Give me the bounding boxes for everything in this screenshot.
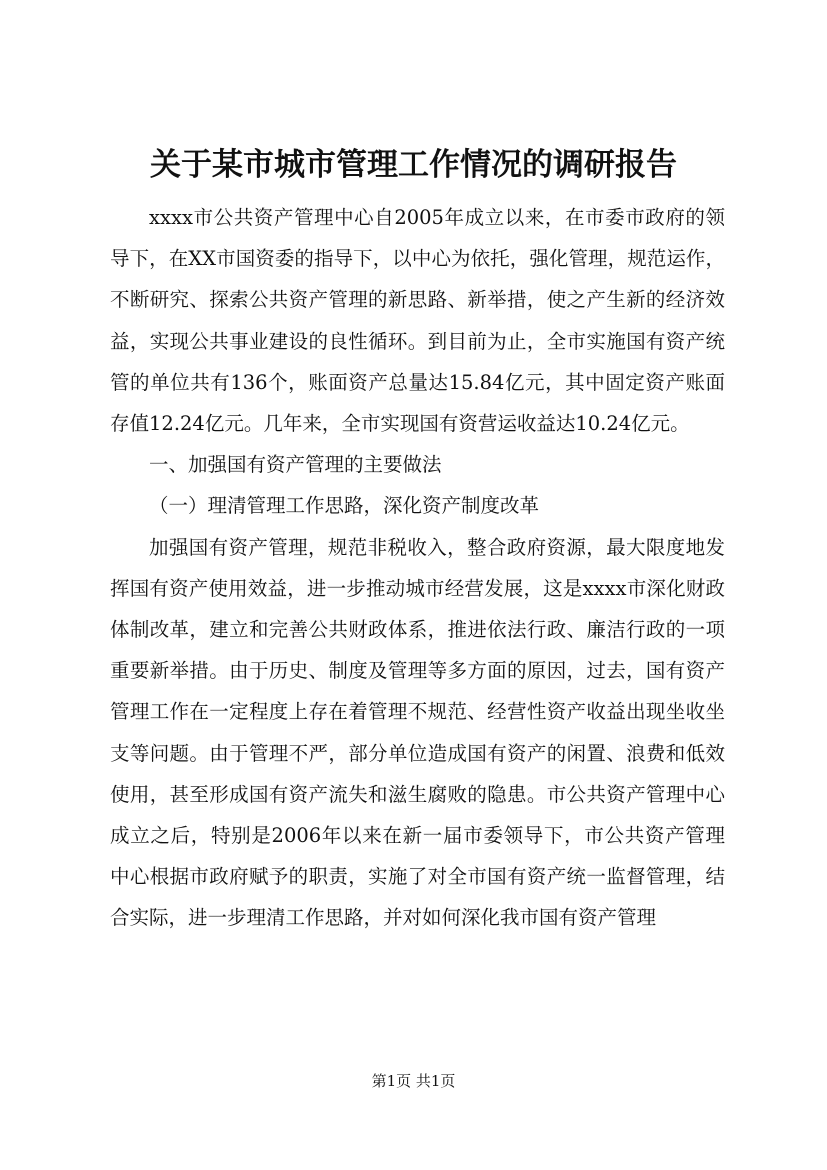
- paragraph-intro: xxxx市公共资产管理中心自2005年成立以来，在市委市政府的领导下，在XX市国资委的指导下，以中心为依托，强化管理，规范运作，不断研究、探索公共资产管理的新思路、新举措，使之产生新的经济效益，实现公共事业建设的良性循环。到目前为止，全市实施国有资产统管的单位共有136个，账面资产总量达15.84亿元，其中固定资产账面存值12.24亿元。几年来，全市实现国有资营运收益达10.24亿元。: [110, 206, 725, 436]
- page-title: 关于某市城市管理工作情况的调研报告: [150, 147, 677, 183]
- section-heading: 一、加强国有资产管理的主要做法: [149, 453, 442, 477]
- subsection-heading: （一）理清管理工作思路，深化资产制度改革: [149, 494, 540, 518]
- document-body: [110, 197, 725, 939]
- page-footer: 第1页 共1页: [371, 1072, 456, 1090]
- paragraph-body: 加强国有资产管理，规范非税收入，整合政府资源，最大限度地发挥国有资产使用效益，进一步推动城市经营发展，这是xxxx市深化财政体制改革，建立和完善公共财政体系，推进依法行政、廉洁行政的一项重要新举措。由于历史、制度及管理等多方面的原因，过去，国有资产管理工作在一定程度上存在着管理不规范、经营性资产收益出现坐收坐支等问题。由于管理不严，部分单位造成国有资产的闲置、浪费和低效使用，甚至形成国有资产流失和滋生腐败的隐患。市公共资产管理中心成立之后，特别是2006年以来在新一届市委领导下，市公共资产管理中心根据市政府赋予的职责，实施了对全市国有资产统一监督管理，结合实际，进一步理清工作思路，并对如何深化我市国有资产管理: [110, 535, 725, 930]
